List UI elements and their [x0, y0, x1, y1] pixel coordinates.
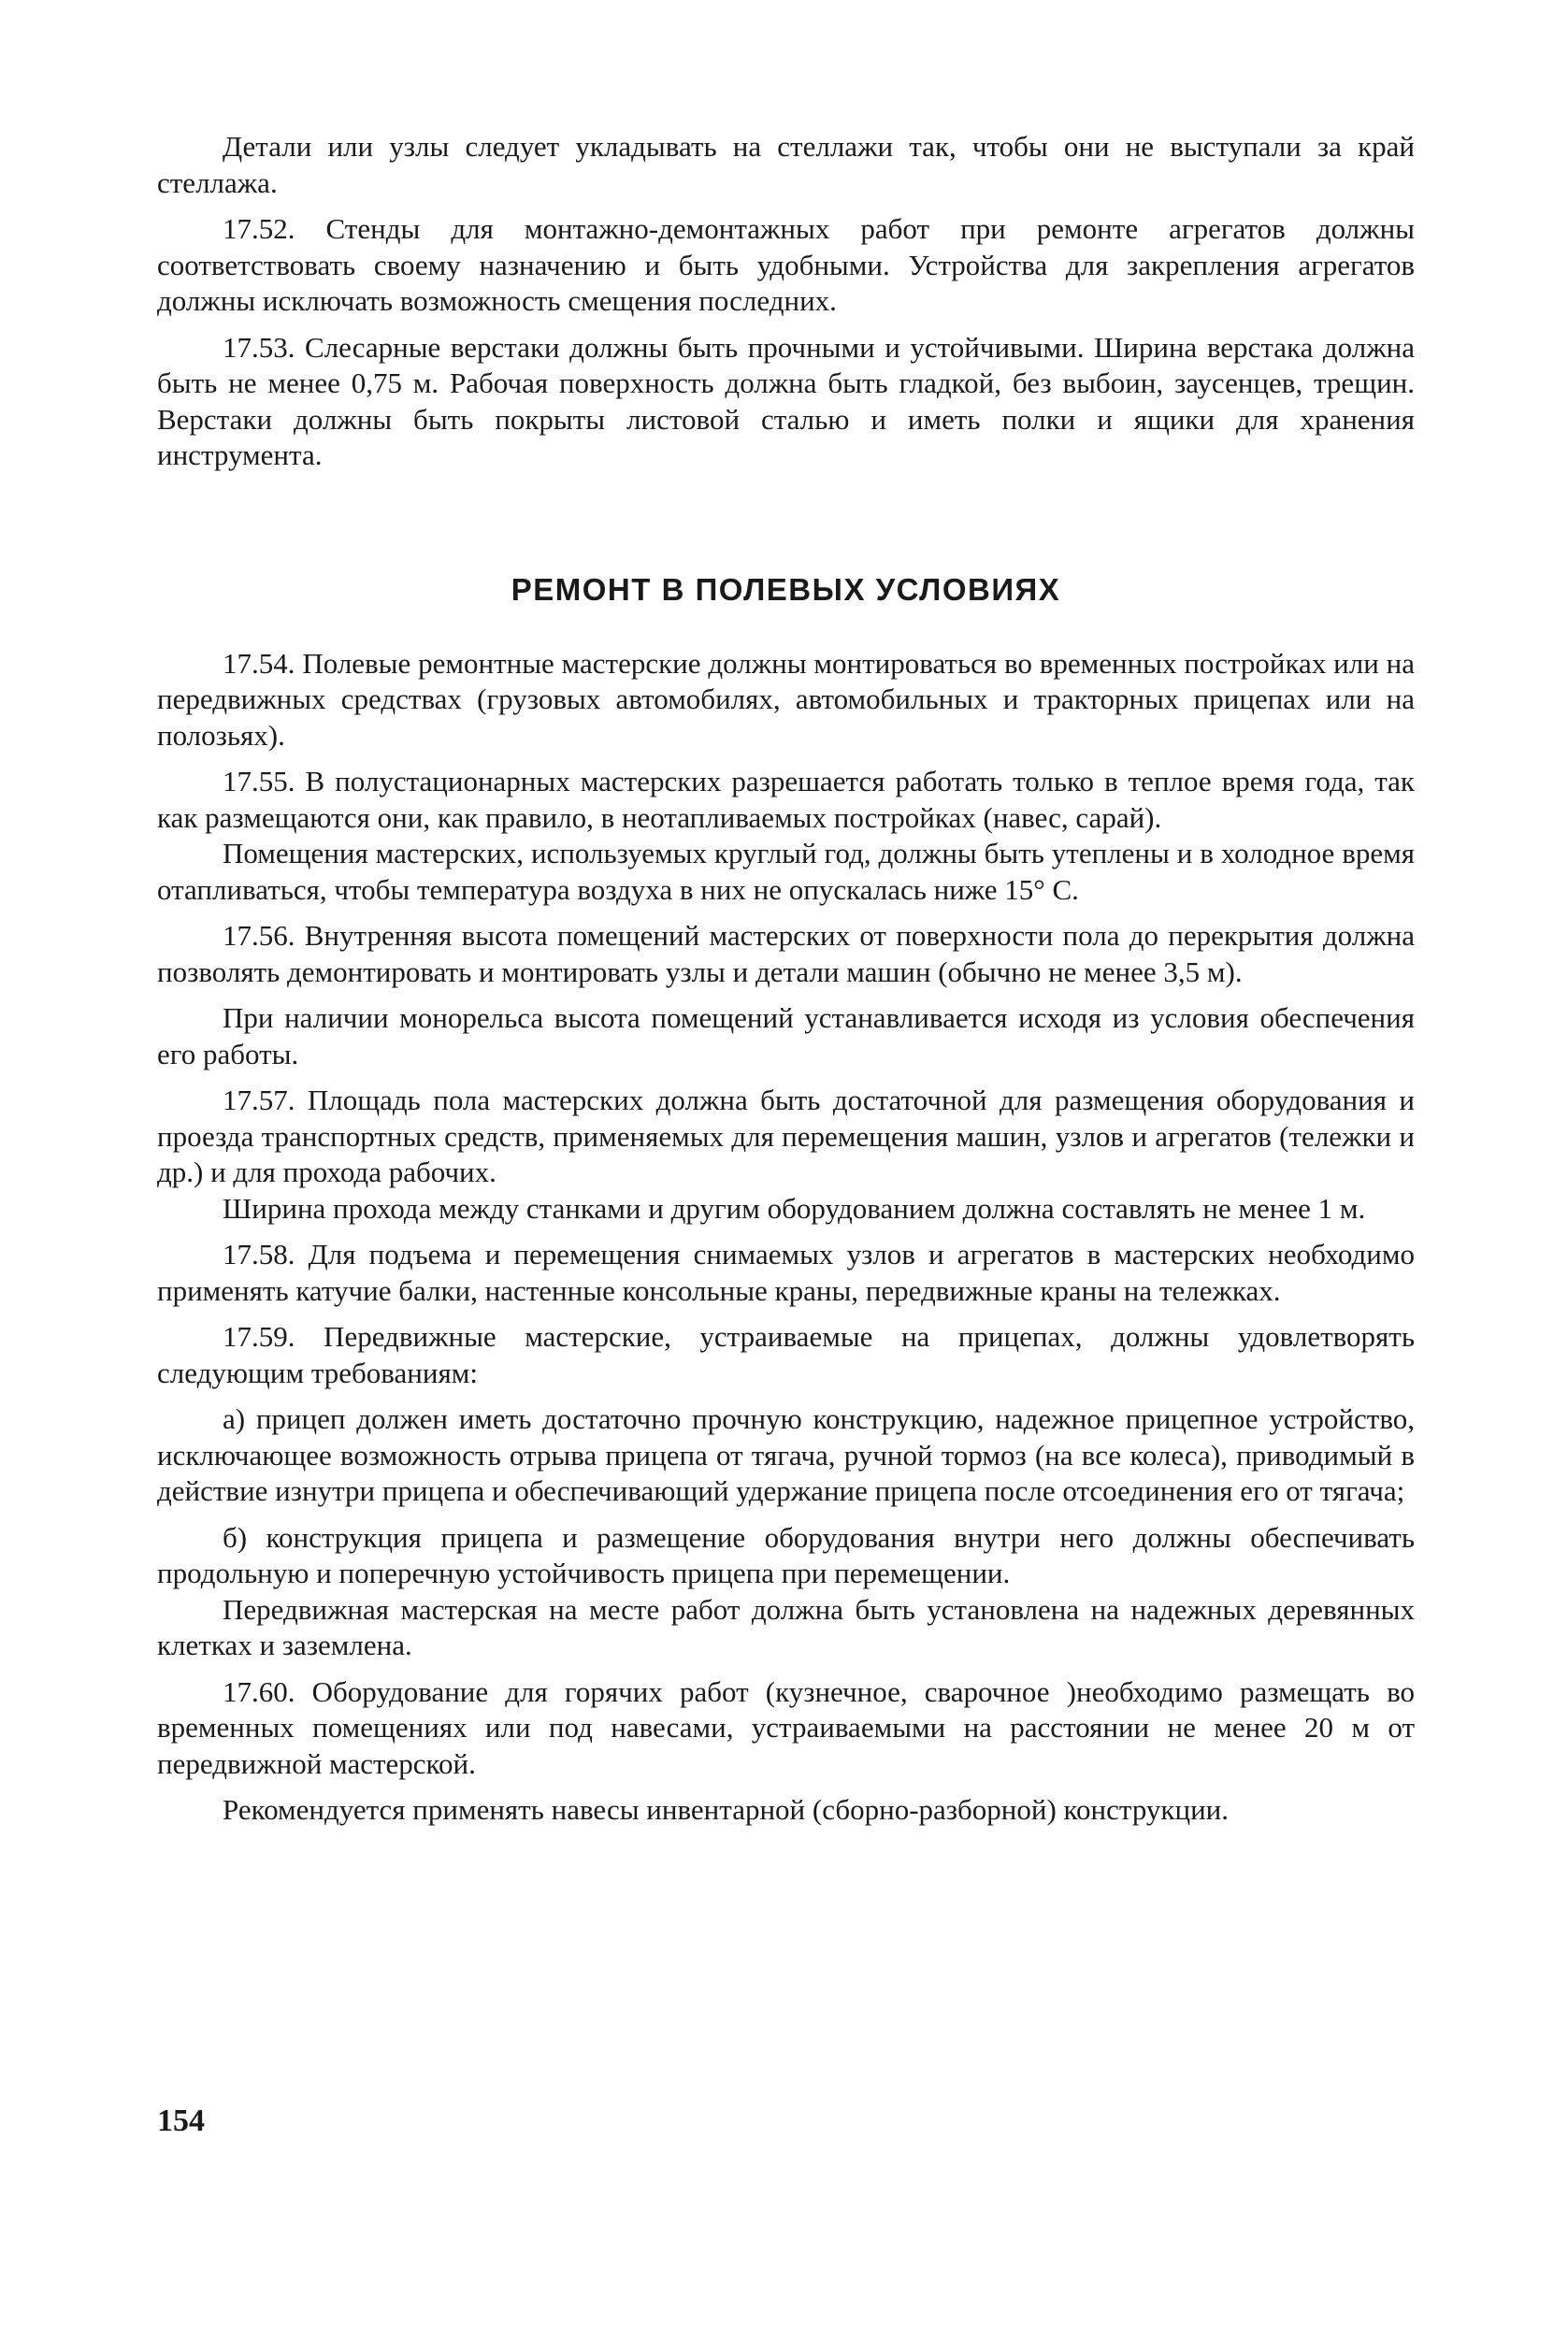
list-item-b: б) конструкция прицепа и размещение оборудования внутри него должны обеспечивать продольную и поперечную устойчивость прицепа при перемещении. [157, 1520, 1415, 1589]
section-heading: РЕМОНТ В ПОЛЕВЫХ УСЛОВИЯХ [511, 571, 1061, 607]
paragraph-17-60: 17.60. Оборудование для горячих работ (кузнечное, сварочное )необходимо размещать во временных помещениях или под навесами, устраиваемыми на расстоянии не менее 20 м от передвижной мастерской. [157, 1674, 1415, 1780]
paragraph-17-52: 17.52. Стенды для монтажно-демонтажных работ при ремонте агрегатов должны соответствовать своему назначению и быть удобными. Устройства для закрепления агрегатов должны исключать возможность смещения последних. [157, 212, 1415, 317]
paragraph-canopies: Рекомендуется применять навесы инвентарной (сборно-разборной) конструкции. [223, 1793, 1229, 1826]
paragraph-grounding: Передвижная мастерская на месте работ должна быть установлена на надежных деревянных клетках и заземлена. [157, 1592, 1415, 1661]
paragraph-17-53: 17.53. Слесарные верстаки должны быть прочными и устойчивыми. Ширина верстака должна быть не менее 0,75 м. Рабочая поверхность должна быть гладкой, без выбоин, заусенцев, трещин. Верстаки должны быть покрыты листовой сталью и иметь полки и ящики для хранения инструмента. [157, 330, 1415, 471]
page-body [157, 129, 1415, 1829]
paragraph-17-56: 17.56. Внутренняя высота помещений мастерских от поверхности пола до перекрытия должна позволять демонтировать и монтировать узлы и детали машин (обычно не менее 3,5 м). [157, 919, 1415, 988]
paragraph-monorail: При наличии монорельса высота помещений устанавливается исходя из условия обеспечения его работы. [157, 1001, 1415, 1070]
paragraph-passage-width: Ширина прохода между станками и другим оборудованием должна составлять не менее 1 м. [223, 1191, 1366, 1225]
paragraph-17-54: 17.54. Полевые ремонтные мастерские должны монтироваться во временных постройках или на передвижных средствах (грузовых автомобилях, автомобильных и тракторных прицепах или на полозьях). [157, 646, 1415, 752]
paragraph-heated-rooms: Помещения мастерских, используемых круглый год, должны быть утеплены и в холодное время отапливаться, чтобы температура воздуха в них не опускалась ниже 15° С. [157, 837, 1415, 906]
paragraph-17-58: 17.58. Для подъема и перемещения снимаемых узлов и агрегатов в мастерских необходимо применять катучие балки, настенные консольные краны, передвижные краны на тележках. [157, 1238, 1415, 1307]
list-item-a: а) прицеп должен иметь достаточно прочную конструкцию, надежное прицепное устройство, исключающее возможность отрыва прицепа от тягача, ручной тормоз (на все колеса), приводимый в действие изнутри прицепа и обеспечивающий удержание прицепа после отсоединения его от тягача; [157, 1402, 1415, 1507]
paragraph-parts-placement: Детали или узлы следует укладывать на стеллажи так, чтобы они не выступали за край стеллажа. [157, 130, 1415, 199]
paragraph-17-59: 17.59. Передвижные мастерские, устраиваемые на прицепах, должны удовлетворять следующим требованиям: [157, 1320, 1415, 1389]
paragraph-17-55: 17.55. В полустационарных мастерских разрешается работать только в теплое время года, так как размещаются они, как правило, в неотапливаемых постройках (навес, сарай). [157, 765, 1415, 834]
page-number: 154 [157, 2104, 205, 2138]
paragraph-17-57: 17.57. Площадь пола мастерских должна быть достаточной для размещения оборудования и проезда транспортных средств, применяемых для перемещения машин, узлов и агрегатов (тележки и др.) и для прохода рабочих. [157, 1084, 1415, 1188]
